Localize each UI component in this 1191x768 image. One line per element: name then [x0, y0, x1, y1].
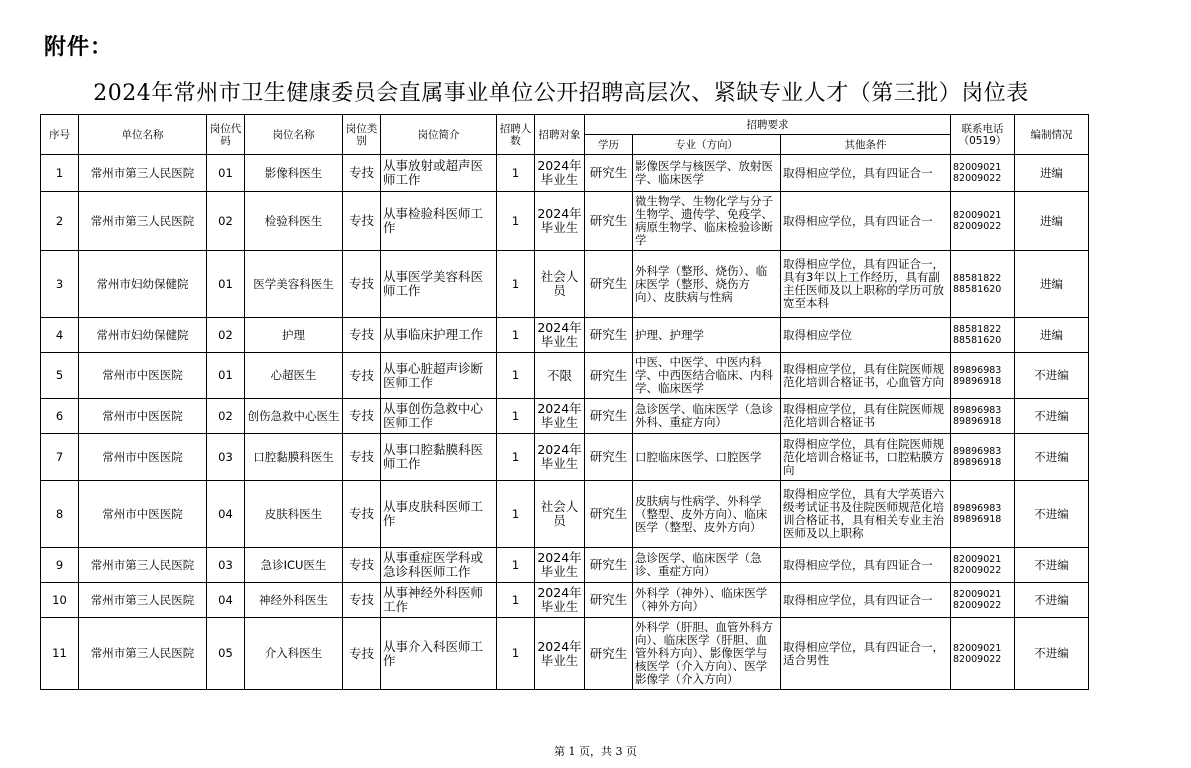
cell-count: 1 — [497, 548, 535, 583]
header-other: 其他条件 — [781, 135, 951, 155]
cell-no: 4 — [41, 318, 79, 353]
cell-type: 专技 — [343, 318, 381, 353]
cell-phone — [951, 192, 1015, 251]
cell-phone — [951, 155, 1015, 192]
cell-code: 03 — [207, 548, 245, 583]
cell-post: 检验科医生 — [245, 192, 343, 251]
cell-code: 03 — [207, 434, 245, 481]
cell-count: 1 — [497, 192, 535, 251]
cell-type: 专技 — [343, 251, 381, 318]
cell-major: 护理、护理学 — [633, 318, 781, 353]
cell-target: 2024年毕业生 — [535, 548, 585, 583]
cell-major: 外科学（神外）、临床医学（神外方向） — [633, 583, 781, 618]
cell-intro: 从事皮肤科医师工作 — [381, 481, 497, 548]
cell-code: 04 — [207, 481, 245, 548]
cell-count: 1 — [497, 353, 535, 399]
table-row — [41, 618, 1089, 690]
phone-line: 89896918 — [953, 457, 1002, 468]
cell-no: 5 — [41, 353, 79, 399]
cell-edu: 研究生 — [585, 251, 633, 318]
cell-other: 取得相应学位，具有四证合一，具有3年以上工作经历，具有副主任医师及以上职称的学历可放宽至本科 — [781, 251, 951, 318]
cell-target: 社会人员 — [535, 481, 585, 548]
cell-unit: 常州市第三人民医院 — [79, 618, 207, 690]
cell-type: 专技 — [343, 548, 381, 583]
phone-line: 88581620 — [953, 335, 1002, 346]
cell-edu: 研究生 — [585, 318, 633, 353]
phone-line: 89896983 — [953, 446, 1002, 457]
cell-count: 1 — [497, 155, 535, 192]
cell-code: 02 — [207, 399, 245, 434]
cell-code: 01 — [207, 251, 245, 318]
cell-other: 取得相应学位，具有大学英语六级考试证书及住院医师规范化培训合格证书，具有相关专业主治医师及以上职称 — [781, 481, 951, 548]
phone-line: 82009021 — [953, 642, 1002, 654]
cell-staff: 不进编 — [1015, 353, 1089, 399]
cell-no: 2 — [41, 192, 79, 251]
cell-no: 11 — [41, 618, 79, 690]
phone-line: 88581620 — [953, 284, 1002, 295]
cell-phone — [951, 399, 1015, 434]
cell-staff: 进编 — [1015, 155, 1089, 192]
header-post: 岗位名称 — [245, 115, 343, 155]
cell-count: 1 — [497, 481, 535, 548]
cell-count: 1 — [497, 434, 535, 481]
cell-post: 介入科医生 — [245, 618, 343, 690]
cell-type: 专技 — [343, 481, 381, 548]
cell-intro: 从事医学美容科医师工作 — [381, 251, 497, 318]
cell-major: 微生物学、生物化学与分子生物学、遗传学、免疫学、病原生物学、临床检验诊断学 — [633, 192, 781, 251]
cell-phone — [951, 481, 1015, 548]
cell-edu: 研究生 — [585, 434, 633, 481]
cell-major: 影像医学与核医学、放射医学、临床医学 — [633, 155, 781, 192]
cell-phone — [951, 353, 1015, 399]
phone-line: 82009022 — [953, 565, 1002, 576]
cell-edu: 研究生 — [585, 192, 633, 251]
cell-code: 01 — [207, 353, 245, 399]
cell-phone — [951, 318, 1015, 353]
cell-intro: 从事放射或超声医师工作 — [381, 155, 497, 192]
table-row — [41, 251, 1089, 318]
header-target: 招聘对象 — [535, 115, 585, 155]
cell-major: 外科学（整形、烧伤）、临床医学（整形、烧伤方向）、皮肤病与性病 — [633, 251, 781, 318]
phone-line: 82009021 — [953, 162, 1002, 173]
header-unit: 单位名称 — [79, 115, 207, 155]
cell-type: 专技 — [343, 434, 381, 481]
phone-line: 89896918 — [953, 514, 1002, 525]
header-intro: 岗位简介 — [381, 115, 497, 155]
cell-target: 2024年毕业生 — [535, 192, 585, 251]
cell-code: 01 — [207, 155, 245, 192]
attachment-label: 附件： — [44, 35, 114, 60]
page-number: 第 1 页，共 3 页 — [554, 745, 637, 758]
cell-unit: 常州市第三人民医院 — [79, 155, 207, 192]
cell-edu: 研究生 — [585, 155, 633, 192]
cell-phone — [951, 583, 1015, 618]
cell-other: 取得相应学位，具有四证合一 — [781, 155, 951, 192]
cell-unit: 常州市中医医院 — [79, 399, 207, 434]
cell-major: 外科学（肝胆、血管外科方向）、临床医学（肝胆、血管外科方向）、影像医学与核医学（介入方向）、医学影像学（介入方向） — [633, 618, 781, 690]
phone-line: 89896983 — [953, 405, 1002, 416]
cell-intro: 从事临床护理工作 — [381, 318, 497, 353]
phone-line: 82009021 — [953, 210, 1002, 221]
cell-post: 心超医生 — [245, 353, 343, 399]
cell-count: 1 — [497, 318, 535, 353]
cell-type: 专技 — [343, 353, 381, 399]
cell-no: 7 — [41, 434, 79, 481]
table-row — [41, 192, 1089, 251]
cell-phone — [951, 434, 1015, 481]
cell-intro: 从事神经外科医师工作 — [381, 583, 497, 618]
header-requirements: 招聘要求 — [585, 115, 951, 135]
header-major: 专业（方向） — [633, 135, 781, 155]
table-row — [41, 155, 1089, 192]
cell-no: 6 — [41, 399, 79, 434]
header-edu: 学历 — [585, 135, 633, 155]
cell-intro: 从事介入科医师工作 — [381, 618, 497, 690]
cell-unit: 常州市中医医院 — [79, 434, 207, 481]
job-table — [40, 114, 1089, 690]
phone-line: 89896918 — [953, 375, 1002, 387]
cell-intro: 从事创伤急救中心医师工作 — [381, 399, 497, 434]
cell-target: 2024年毕业生 — [535, 434, 585, 481]
cell-staff: 不进编 — [1015, 434, 1089, 481]
cell-no: 10 — [41, 583, 79, 618]
cell-target: 2024年毕业生 — [535, 583, 585, 618]
cell-other: 取得相应学位，具有四证合一，适合男性 — [781, 618, 951, 690]
cell-staff: 进编 — [1015, 318, 1089, 353]
cell-type: 专技 — [343, 192, 381, 251]
cell-no: 9 — [41, 548, 79, 583]
cell-edu: 研究生 — [585, 481, 633, 548]
cell-post: 创伤急救中心医生 — [245, 399, 343, 434]
cell-post: 皮肤科医生 — [245, 481, 343, 548]
cell-staff: 不进编 — [1015, 618, 1089, 690]
cell-code: 04 — [207, 583, 245, 618]
cell-major: 急诊医学、临床医学（急诊、重症方向） — [633, 548, 781, 583]
cell-edu: 研究生 — [585, 353, 633, 399]
cell-phone — [951, 251, 1015, 318]
cell-staff: 进编 — [1015, 251, 1089, 318]
cell-target: 不限 — [535, 353, 585, 399]
cell-code: 02 — [207, 318, 245, 353]
cell-count: 1 — [497, 618, 535, 690]
cell-staff: 不进编 — [1015, 583, 1089, 618]
cell-intro: 从事口腔黏膜科医师工作 — [381, 434, 497, 481]
cell-type: 专技 — [343, 155, 381, 192]
phone-line: 89896918 — [953, 416, 1002, 427]
cell-edu: 研究生 — [585, 399, 633, 434]
cell-edu: 研究生 — [585, 583, 633, 618]
cell-major: 中医、中医学、中医内科学、中西医结合临床、内科学、临床医学 — [633, 353, 781, 399]
cell-staff: 进编 — [1015, 192, 1089, 251]
cell-post: 神经外科医生 — [245, 583, 343, 618]
cell-no: 3 — [41, 251, 79, 318]
phone-line: 82009022 — [953, 221, 1002, 232]
cell-post: 急诊ICU医生 — [245, 548, 343, 583]
phone-line: 82009022 — [953, 653, 1002, 665]
header-staff: 编制情况 — [1015, 115, 1089, 155]
phone-line: 82009022 — [953, 600, 1002, 611]
cell-no: 8 — [41, 481, 79, 548]
cell-post: 护理 — [245, 318, 343, 353]
table-row — [41, 481, 1089, 548]
cell-type: 专技 — [343, 618, 381, 690]
cell-target: 2024年毕业生 — [535, 399, 585, 434]
cell-edu: 研究生 — [585, 548, 633, 583]
cell-unit: 常州市妇幼保健院 — [79, 251, 207, 318]
cell-phone — [951, 618, 1015, 690]
phone-line: 82009022 — [953, 173, 1002, 184]
cell-target: 社会人员 — [535, 251, 585, 318]
cell-target: 2024年毕业生 — [535, 618, 585, 690]
phone-line: 89896983 — [953, 503, 1002, 514]
cell-post: 影像科医生 — [245, 155, 343, 192]
cell-intro: 从事重症医学科或急诊科医师工作 — [381, 548, 497, 583]
cell-other: 取得相应学位，具有四证合一 — [781, 548, 951, 583]
cell-target: 2024年毕业生 — [535, 318, 585, 353]
cell-phone — [951, 548, 1015, 583]
phone-line: 89896983 — [953, 364, 1002, 376]
cell-intro: 从事心脏超声诊断医师工作 — [381, 353, 497, 399]
cell-edu: 研究生 — [585, 618, 633, 690]
page-title: 2024年常州市卫生健康委员会直属事业单位公开招聘高层次、紧缺专业人才（第三批）岗位表 — [93, 81, 1029, 106]
phone-line: 82009021 — [953, 554, 1002, 565]
cell-unit: 常州市第三人民医院 — [79, 192, 207, 251]
cell-no: 1 — [41, 155, 79, 192]
phone-line: 82009021 — [953, 589, 1002, 600]
cell-staff: 不进编 — [1015, 548, 1089, 583]
header-code: 岗位代码 — [207, 115, 245, 155]
header-count: 招聘人数 — [497, 115, 535, 155]
cell-staff: 不进编 — [1015, 481, 1089, 548]
cell-other: 取得相应学位，具有住院医师规范化培训合格证书，口腔粘膜方向 — [781, 434, 951, 481]
cell-other: 取得相应学位，具有住院医师规范化培训合格证书 — [781, 399, 951, 434]
cell-target: 2024年毕业生 — [535, 155, 585, 192]
phone-line: 88581822 — [953, 324, 1002, 335]
cell-staff: 不进编 — [1015, 399, 1089, 434]
header-phone: 联系电话（0519） — [951, 115, 1015, 155]
cell-other: 取得相应学位，具有四证合一 — [781, 192, 951, 251]
table-row — [41, 548, 1089, 583]
cell-other: 取得相应学位 — [781, 318, 951, 353]
cell-type: 专技 — [343, 399, 381, 434]
cell-code: 05 — [207, 618, 245, 690]
cell-unit: 常州市中医医院 — [79, 481, 207, 548]
header-type: 岗位类别 — [343, 115, 381, 155]
table-row — [41, 399, 1089, 434]
cell-major: 急诊医学、临床医学（急诊外科、重症方向） — [633, 399, 781, 434]
header-no: 序号 — [41, 115, 79, 155]
cell-unit: 常州市第三人民医院 — [79, 548, 207, 583]
table-row — [41, 318, 1089, 353]
cell-post: 口腔黏膜科医生 — [245, 434, 343, 481]
cell-code: 02 — [207, 192, 245, 251]
phone-line: 88581822 — [953, 273, 1002, 284]
table-row — [41, 583, 1089, 618]
cell-unit: 常州市妇幼保健院 — [79, 318, 207, 353]
cell-other: 取得相应学位，具有住院医师规范化培训合格证书，心血管方向 — [781, 353, 951, 399]
cell-intro: 从事检验科医师工作 — [381, 192, 497, 251]
cell-post: 医学美容科医生 — [245, 251, 343, 318]
table-row — [41, 434, 1089, 481]
cell-count: 1 — [497, 251, 535, 318]
cell-unit: 常州市第三人民医院 — [79, 583, 207, 618]
cell-unit: 常州市中医医院 — [79, 353, 207, 399]
cell-count: 1 — [497, 583, 535, 618]
cell-other: 取得相应学位，具有四证合一 — [781, 583, 951, 618]
cell-major: 口腔临床医学、口腔医学 — [633, 434, 781, 481]
cell-count: 1 — [497, 399, 535, 434]
cell-major: 皮肤病与性病学、外科学（整型、皮外方向）、临床医学（整型、皮外方向） — [633, 481, 781, 548]
table-row — [41, 353, 1089, 399]
cell-type: 专技 — [343, 583, 381, 618]
